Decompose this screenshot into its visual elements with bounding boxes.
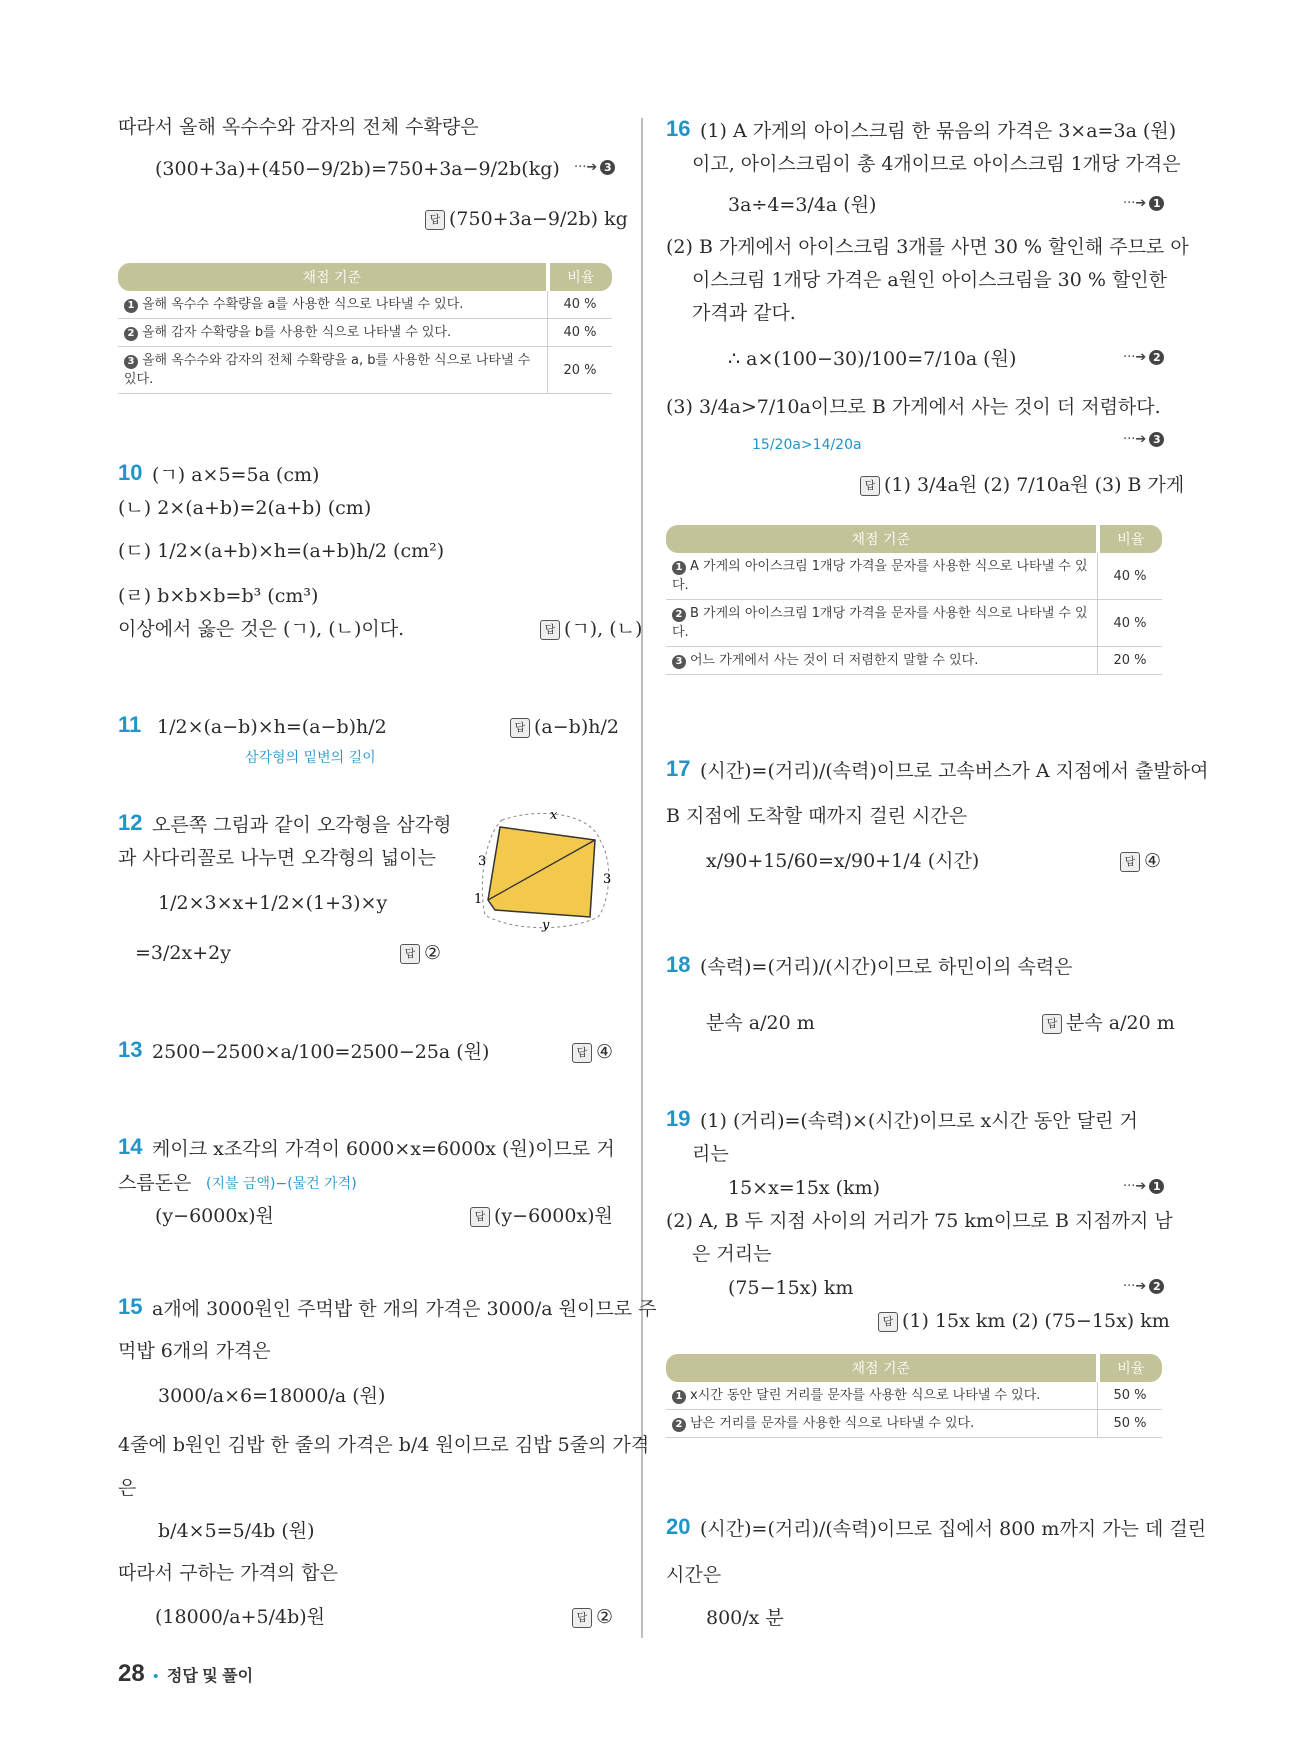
q19-line-1: (1) (거리)=(속력)×(시간)이므로 x시간 동안 달린 거 — [700, 1110, 1138, 1132]
page-number: 28 — [118, 1660, 145, 1687]
q19-answer: 답 (1) 15x km (2) (75−15x) km — [878, 1308, 1170, 1334]
q18-answer: 답 분속 a/20 m — [1042, 1010, 1175, 1036]
step-marker-1: ···➔ 1 — [1123, 196, 1164, 211]
q16-line-6: 가격과 같다. — [692, 302, 796, 324]
q15-line-5: 은 — [118, 1477, 137, 1499]
pentagon-figure — [470, 805, 620, 935]
step-marker-1: ···➔ 1 — [1123, 1179, 1164, 1194]
q14-line-1: 케이크 x조각의 가격이 6000×x=6000x (원)이므로 거 — [152, 1138, 615, 1160]
table-row: 2 올해 감자 수확량을 b를 사용한 식으로 나타낼 수 있다. 40 % — [118, 319, 612, 347]
q10-line-1: (ㄱ) a×5=5a (cm) — [152, 464, 320, 486]
question-19-number: 19 — [666, 1106, 691, 1131]
step-marker-3: ···➔ 3 — [1123, 432, 1164, 447]
answer-icon: 답 — [572, 1608, 592, 1628]
question-18-number: 18 — [666, 952, 691, 977]
answer-icon: 답 — [860, 476, 880, 496]
q18-line-1: (속력)=(거리)/(시간)이므로 하민이의 속력은 — [700, 956, 1073, 978]
table-row: 3 올해 옥수수와 감자의 전체 수확량을 a, b를 사용한 식으로 나타낼 수 있다. 20 % — [118, 347, 612, 394]
q16-line-2: 이고, 아이스크림이 총 4개이므로 아이스크림 1개당 가격은 — [692, 153, 1181, 175]
q14-note: (지불 금액)−(물건 가격) — [206, 1176, 357, 1192]
q14-answer: 답 (y−6000x)원 — [470, 1203, 613, 1229]
q17-line-3: x/90+15/60=x/90+1/4 (시간) — [706, 850, 980, 872]
fig-label-corner: 1 — [474, 892, 483, 907]
q12-line-3: 1/2×3×x+1/2×(1+3)×y — [158, 892, 388, 914]
q14-line-2: 스름돈은 — [118, 1172, 192, 1194]
answer-icon: 답 — [540, 620, 560, 640]
fig-label-left: 3 — [478, 854, 487, 869]
q10-line-4: (ㄹ) b×b×b=b³ (cm³) — [118, 585, 319, 607]
q15-answer: 답 ② — [572, 1604, 613, 1630]
answer-icon: 답 — [400, 944, 420, 964]
q20-line-3: 800/x 분 — [706, 1607, 784, 1629]
intro-equation: (300+3a)+(450−9/2b)=750+3a−9/2b(kg) — [155, 158, 560, 180]
q14-line-3: (y−6000x)원 — [155, 1205, 274, 1227]
q15-line-3: 3000/a×6=18000/a (원) — [158, 1385, 386, 1407]
q18-line-2: 분속 a/20 m — [706, 1012, 815, 1034]
step-marker-2: ···➔ 2 — [1123, 350, 1164, 365]
question-16-number: 16 — [666, 116, 691, 141]
answer-icon: 답 — [1042, 1014, 1062, 1034]
table-header-ratio: 비율 — [548, 263, 613, 291]
q16-line-3: 3a÷4=3/4a (원) — [728, 194, 877, 216]
q10-line-5: 이상에서 옳은 것은 (ㄱ), (ㄴ)이다. — [118, 618, 405, 640]
q16-line-4: (2) B 가게에서 아이스크림 3개를 사면 30 % 할인해 주므로 아 — [666, 236, 1189, 258]
q10-line-3: (ㄷ) 1/2×(a+b)×h=(a+b)h/2 (cm²) — [118, 540, 445, 562]
q10-answer: 답 (ㄱ), (ㄴ) — [540, 616, 642, 642]
answer-icon: 답 — [470, 1207, 490, 1227]
step-marker-3: ···➔ 3 — [574, 160, 615, 175]
grading-table-3 — [666, 1354, 1162, 1438]
q19-line-2: 리는 — [692, 1143, 729, 1165]
answer-icon: 답 — [510, 718, 530, 738]
question-13-number: 13 — [118, 1037, 143, 1062]
answer-text: (750+3a−9/2b) kg — [449, 208, 628, 230]
question-14-number: 14 — [118, 1134, 143, 1159]
q10-line-2: (ㄴ) 2×(a+b)=2(a+b) (cm) — [118, 497, 372, 519]
q15-line-2: 먹밥 6개의 가격은 — [118, 1340, 271, 1362]
q17-line-2: B 지점에 도착할 때까지 걸린 시간은 — [666, 805, 968, 827]
q16-line-1: (1) A 가게의 아이스크림 한 묶음의 가격은 3×a=3a (원) — [700, 120, 1177, 142]
question-20-number: 20 — [666, 1514, 691, 1539]
q15-line-7: 따라서 구하는 가격의 합은 — [118, 1562, 339, 1584]
footer-title: 정답 및 풀이 — [166, 1668, 254, 1685]
grading-table-2 — [666, 525, 1162, 675]
q11-answer: 답 (a−b)h/2 — [510, 714, 619, 740]
table-row: 3 어느 가게에서 사는 것이 더 저렴한지 말할 수 있다. 20 % — [666, 647, 1162, 675]
q20-line-1: (시간)=(거리)/(속력)이므로 집에서 800 m까지 가는 데 걸린 — [700, 1518, 1207, 1540]
q20-line-2: 시간은 — [666, 1564, 722, 1586]
question-15-number: 15 — [118, 1294, 143, 1319]
q13-answer: 답 ④ — [572, 1039, 613, 1065]
step-marker-2: ···➔ 2 — [1123, 1279, 1164, 1294]
q12-line-1: 오른쪽 그림과 같이 오각형을 삼각형 — [152, 814, 452, 836]
q19-line-3: 15×x=15x (km) — [728, 1177, 881, 1199]
q17-answer: 답 ④ — [1120, 848, 1161, 874]
question-11-number: 11 — [118, 712, 142, 737]
question-10-number: 10 — [118, 460, 143, 485]
q11-note: 삼각형의 밑변의 길이 — [245, 750, 376, 766]
answer-icon: 답 — [572, 1043, 592, 1063]
q16-line-5: 이스크림 1개당 가격은 a원인 아이스크림을 30 % 할인한 — [692, 269, 1168, 291]
q19-line-4: (2) A, B 두 지점 사이의 거리가 75 km이므로 B 지점까지 남 — [666, 1210, 1173, 1232]
intro-line: 따라서 올해 옥수수와 감자의 전체 수확량은 — [118, 116, 479, 138]
q15-line-4: 4줄에 b원인 김밥 한 줄의 가격은 b/4 원이므로 김밥 5줄의 가격 — [118, 1434, 650, 1456]
fig-label-top: x — [550, 808, 558, 823]
table-header-criteria: 채점 기준 — [118, 263, 548, 291]
page-footer: 28 • 정답 및 풀이 — [118, 1660, 254, 1687]
table-row: 1 A 가게의 아이스크림 1개당 가격을 문자를 사용한 식으로 나타낼 수 있다. 40 % — [666, 553, 1162, 600]
table-row: 2 B 가게의 아이스크림 1개당 가격을 문자를 사용한 식으로 나타낼 수 있다. 40 % — [666, 600, 1162, 647]
q15-line-6: b/4×5=5/4b (원) — [158, 1520, 315, 1542]
q16-answer: 답 (1) 3/4a원 (2) 7/10a원 (3) B 가게 — [860, 472, 1184, 498]
q15-line-1: a개에 3000원인 주먹밥 한 개의 가격은 3000/a 원이므로 주 — [152, 1298, 657, 1320]
table-header-criteria: 채점 기준 — [666, 1354, 1098, 1382]
q16-line-8: (3) 3/4a>7/10a이므로 B 가게에서 사는 것이 더 저렴하다. — [666, 396, 1161, 418]
q19-line-6: (75−15x) km — [728, 1277, 854, 1299]
column-divider — [641, 118, 643, 1638]
q16-note: 15/20a>14/20a — [752, 437, 862, 453]
q13-equation: 2500−2500×a/100=2500−25a (원) — [152, 1041, 490, 1063]
table-header-ratio: 비율 — [1098, 525, 1163, 553]
q12-answer: 답 ② — [400, 940, 441, 966]
table-row: 1 x시간 동안 달린 거리를 문자를 사용한 식으로 나타낼 수 있다. 50 % — [666, 1382, 1162, 1410]
q16-line-7: ∴ a×(100−30)/100=7/10a (원) — [728, 348, 1017, 370]
fig-label-bottom: y — [542, 918, 550, 933]
answer-icon: 답 — [425, 210, 445, 230]
q11-equation: 1/2×(a−b)×h=(a−b)h/2 — [157, 716, 387, 738]
question-12-number: 12 — [118, 810, 143, 835]
q19-line-5: 은 거리는 — [692, 1243, 772, 1265]
grading-table-1 — [118, 263, 612, 394]
q12-line-4: =3/2x+2y — [135, 942, 231, 964]
intro-answer — [425, 206, 628, 232]
table-header-ratio: 비율 — [1098, 1354, 1163, 1382]
answer-icon: 답 — [1120, 852, 1140, 872]
table-row: 2 남은 거리를 문자를 사용한 식으로 나타낼 수 있다. 50 % — [666, 1410, 1162, 1438]
q12-line-2: 과 사다리꼴로 나누면 오각형의 넓이는 — [118, 847, 436, 869]
table-header-criteria: 채점 기준 — [666, 525, 1098, 553]
table-row: 1 올해 옥수수 수확량을 a를 사용한 식으로 나타낼 수 있다. 40 % — [118, 291, 612, 319]
q17-line-1: (시간)=(거리)/(속력)이므로 고속버스가 A 지점에서 출발하여 — [700, 760, 1209, 782]
question-17-number: 17 — [666, 756, 691, 781]
answer-icon: 답 — [878, 1312, 898, 1332]
q15-line-8: (18000/a+5/4b)원 — [155, 1606, 326, 1628]
fig-label-right: 3 — [603, 872, 612, 887]
